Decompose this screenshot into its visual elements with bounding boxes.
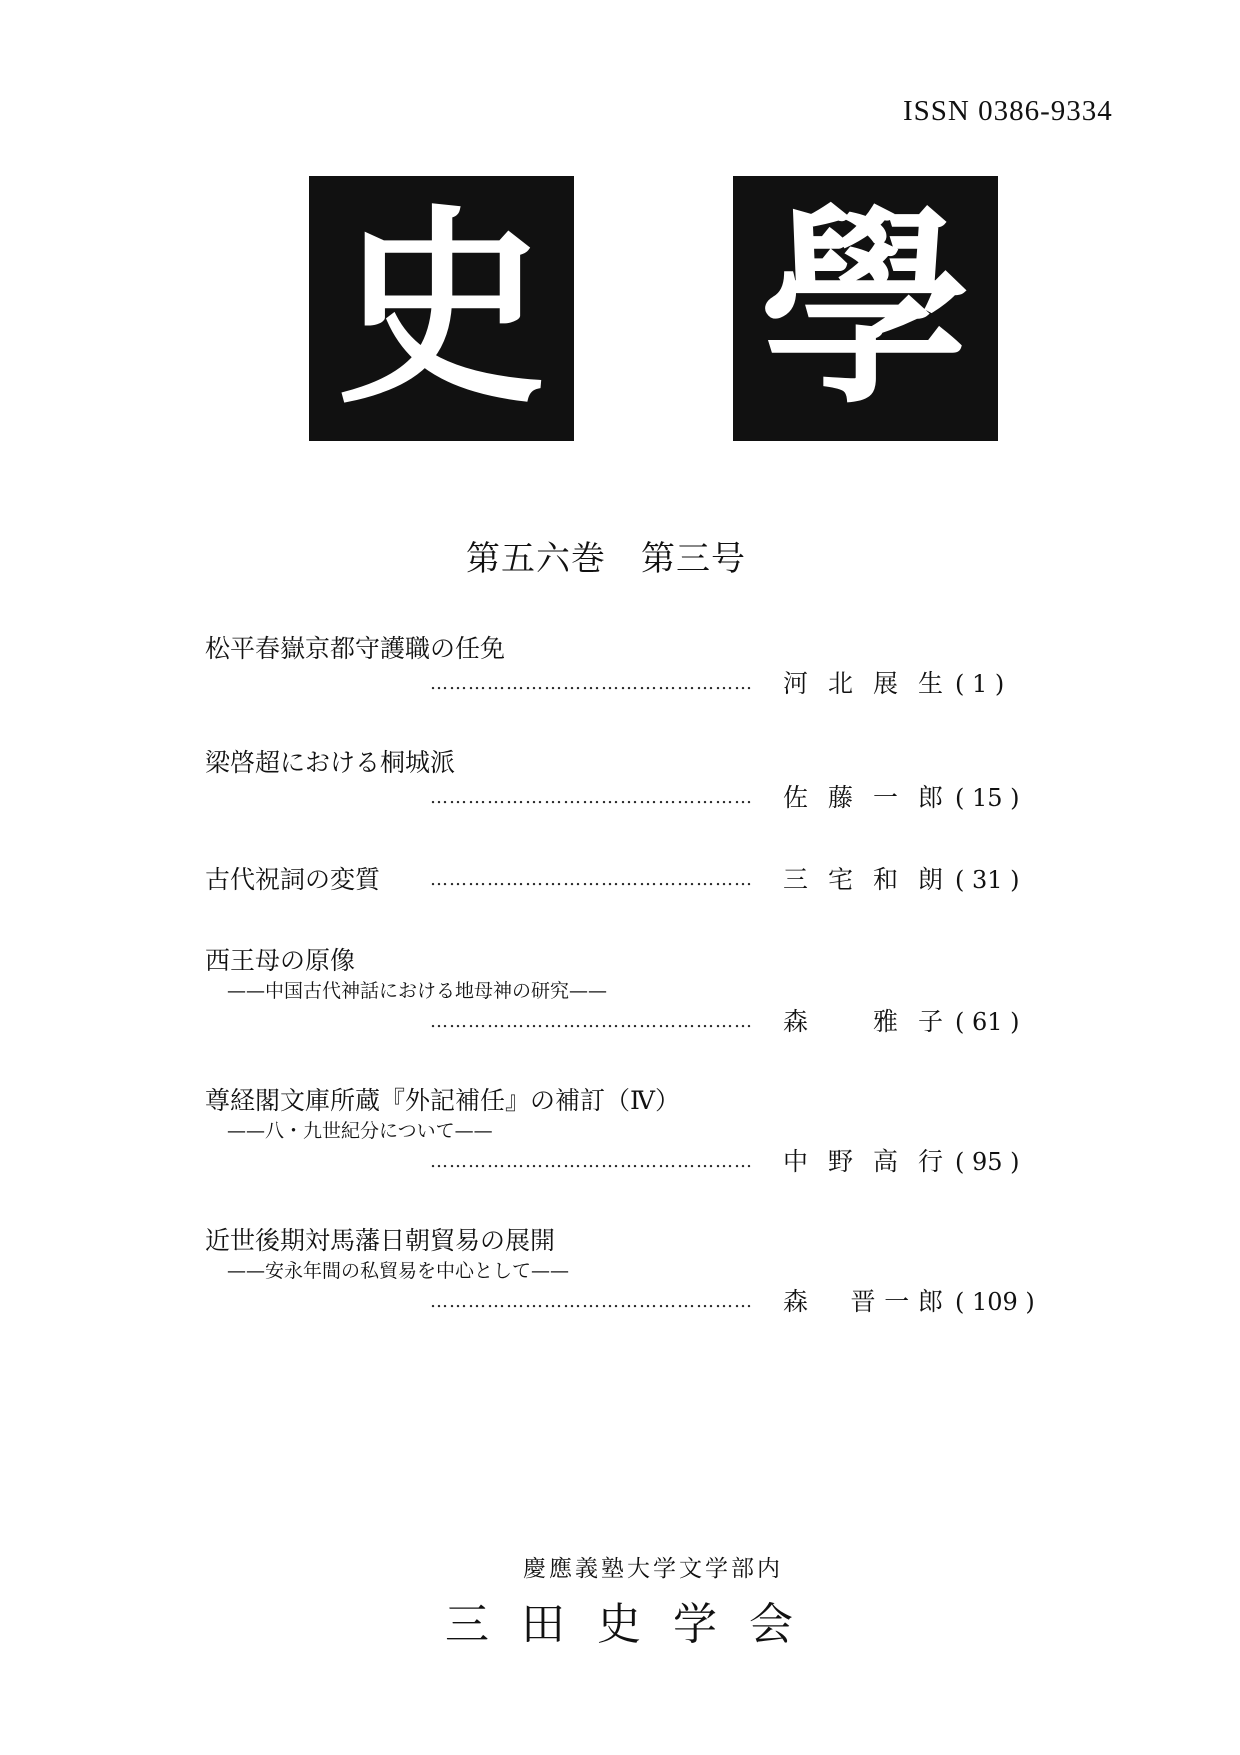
toc-entry[interactable]	[205, 944, 1065, 1040]
dot-leader: ……………………………………………	[430, 1151, 753, 1172]
toc-entry-title: 近世後期対馬藩日朝貿易の展開	[205, 1226, 556, 1255]
issue-number: 第五六巻 第三号	[466, 539, 746, 579]
toc-entry-author: 三宅和朗	[783, 865, 943, 894]
toc-entry-subtitle: ——安永年間の私貿易を中心として——	[227, 1260, 570, 1282]
publisher-institution: 慶應義塾大学文学部内	[523, 1556, 783, 1582]
dot-leader: ……………………………………………	[430, 869, 753, 890]
masthead-char-shi: 史	[336, 184, 547, 432]
toc-entry-page: ( 61 )	[955, 1008, 1020, 1036]
toc-entry[interactable]	[205, 632, 1065, 702]
toc-entry-subtitle: ——八・九世紀分について——	[227, 1120, 493, 1142]
toc-entry-title: 松平春嶽京都守護職の任免	[205, 634, 506, 663]
toc-entry-page: ( 95 )	[955, 1148, 1020, 1176]
toc-entry-author: 中野高行	[783, 1147, 943, 1176]
toc-entry[interactable]	[205, 862, 1065, 898]
toc-entry-page: ( 109 )	[955, 1288, 1035, 1316]
dot-leader: ……………………………………………	[430, 1291, 753, 1312]
issn-number: ISSN 0386-9334	[903, 95, 1113, 127]
table-of-contents	[205, 632, 1065, 1320]
masthead-logo-left	[309, 176, 574, 441]
toc-entry-title: 梁啓超における桐城派	[205, 748, 456, 777]
masthead-char-gaku: 學	[760, 184, 971, 432]
dot-leader: ……………………………………………	[430, 1011, 753, 1032]
toc-entry-author: 森 雅子	[783, 1007, 943, 1036]
toc-entry-author: 河北展生	[783, 669, 943, 698]
dot-leader: ……………………………………………	[430, 787, 753, 808]
toc-entry[interactable]	[205, 746, 1065, 816]
toc-entry-title: 古代祝詞の変質	[205, 865, 381, 894]
toc-entry-page: ( 15 )	[955, 784, 1020, 812]
masthead-logo-right	[733, 176, 998, 441]
toc-entry-author: 佐藤一郎	[783, 783, 943, 812]
toc-entry[interactable]	[205, 1084, 1065, 1180]
toc-entry-title: 尊経閣文庫所蔵『外記補任』の補訂（Ⅳ）	[205, 1086, 680, 1115]
publisher-society: 三田史学会	[445, 1599, 825, 1650]
toc-entry-subtitle: ——中国古代神話における地母神の研究——	[227, 980, 608, 1002]
toc-entry-page: ( 31 )	[955, 866, 1020, 894]
toc-entry-author: 森 晋一郎	[783, 1287, 943, 1316]
toc-entry-page: ( 1 )	[955, 670, 1005, 698]
toc-entry[interactable]	[205, 1224, 1065, 1320]
dot-leader: ……………………………………………	[430, 673, 753, 694]
toc-entry-title: 西王母の原像	[205, 946, 356, 975]
